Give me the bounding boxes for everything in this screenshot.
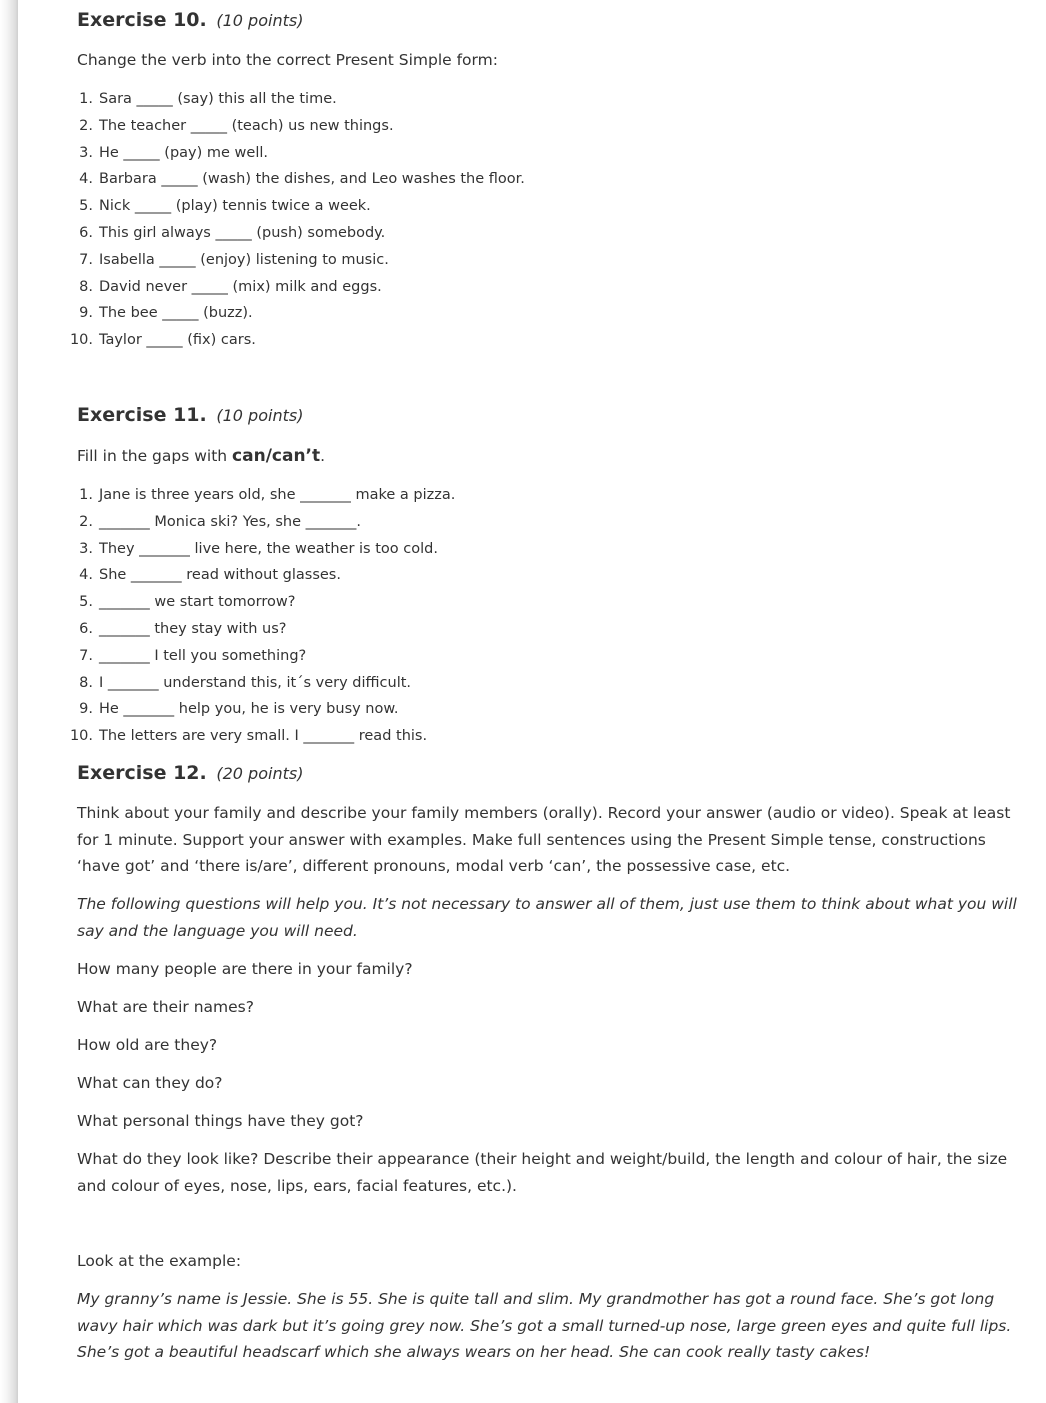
exercise-12-task: Think about your family and describe your family members (orally). Record your answer (audio or video). Speak at least for 1 minute. Support your answer with examples. Make full sentences using the Present Simple tense, constructions ‘have got’ and ‘there is/are’, different pronouns, modal verb ‘can’, the possessive case, etc. (77, 804, 1011, 876)
list-item: 1. Sara _____ (say) this all the time. (79, 91, 337, 107)
question: What do they look like? Describe their appearance (their height and weight/build, the length and colour of hair, the size and colour of eyes, nose, lips, ears, facial features, etc.). (77, 1150, 1008, 1195)
question: What are their names? (77, 998, 254, 1016)
list-item: 1. Jane is three years old, she _______ make a pizza. (79, 487, 456, 503)
exercise-10-points: (10 points) (216, 11, 304, 30)
list-item: 2. _______ Monica ski? Yes, she _______. (79, 513, 361, 530)
list-item: 7. _______ I tell you something? (79, 647, 307, 664)
exercise-11-heading (77, 404, 303, 426)
list-item: 8. I _______ understand this, it´s very difficult. (79, 674, 412, 691)
exercise-10-title: Exercise 10. (77, 9, 207, 31)
exercise-12-heading (77, 762, 303, 784)
exercise-11-title: Exercise 11. (77, 404, 207, 426)
exercise-12-hint: The following questions will help you. It’s not necessary to answer all of them, just use them to think about what you will say and the language you will need. (77, 895, 1017, 940)
list-item: 4. She _______ read without glasses. (79, 567, 341, 584)
exercise-10-heading (77, 9, 303, 31)
list-item: 10. Taylor _____ (fix) cars. (69, 332, 256, 349)
list-item: 8. David never _____ (mix) milk and eggs. (79, 278, 382, 295)
list-item: 6. _______ they stay with us? (79, 620, 287, 637)
exercise-10-instruction: Change the verb into the correct Present Simple form: (77, 51, 498, 69)
list-item: 2. The teacher _____ (teach) us new things. (79, 117, 394, 134)
question: What can they do? (77, 1074, 223, 1092)
list-item: 10. The letters are very small. I _______ read this. (69, 728, 428, 745)
exercise-12-title: Exercise 12. (77, 762, 207, 784)
list-item: 9. The bee _____ (buzz). (79, 305, 253, 322)
exercise-11-points: (10 points) (216, 406, 304, 425)
page-edge-shadow (0, 0, 18, 1403)
list-item: 5. _______ we start tomorrow? (79, 594, 296, 611)
list-item: 9. He _______ help you, he is very busy now. (79, 701, 399, 718)
list-item: 3. He _____ (pay) me well. (79, 144, 268, 161)
list-item: 5. Nick _____ (play) tennis twice a week. (79, 198, 371, 215)
exercise-12-points: (20 points) (216, 764, 304, 783)
list-item: 4. Barbara _____ (wash) the dishes, and Leo washes the floor. (79, 171, 525, 188)
exercise-11-instruction: Fill in the gaps with can/can’t. (77, 446, 326, 466)
exercise-10-list (69, 86, 525, 354)
example-label: Look at the example: (77, 1252, 242, 1270)
question: How many people are there in your family? (77, 960, 413, 978)
list-item: 6. This girl always _____ (push) somebody. (79, 224, 386, 241)
question: What personal things have they got? (77, 1112, 364, 1130)
list-item: 7. Isabella _____ (enjoy) listening to music. (79, 251, 389, 268)
exercise-11-list (69, 482, 456, 750)
question: How old are they? (77, 1036, 218, 1054)
example-text: My granny’s name is Jessie. She is 55. She is quite tall and slim. My grandmother has got a round face. She’s got long wavy hair which was dark but it’s going grey now. She’s got a small turned-up nose, large green eyes and quite full lips. She’s got a beautiful headscarf which she always wears on her head. She can cook really tasty cakes! (77, 1290, 1012, 1362)
list-item: 3. They _______ live here, the weather is too cold. (79, 540, 438, 557)
